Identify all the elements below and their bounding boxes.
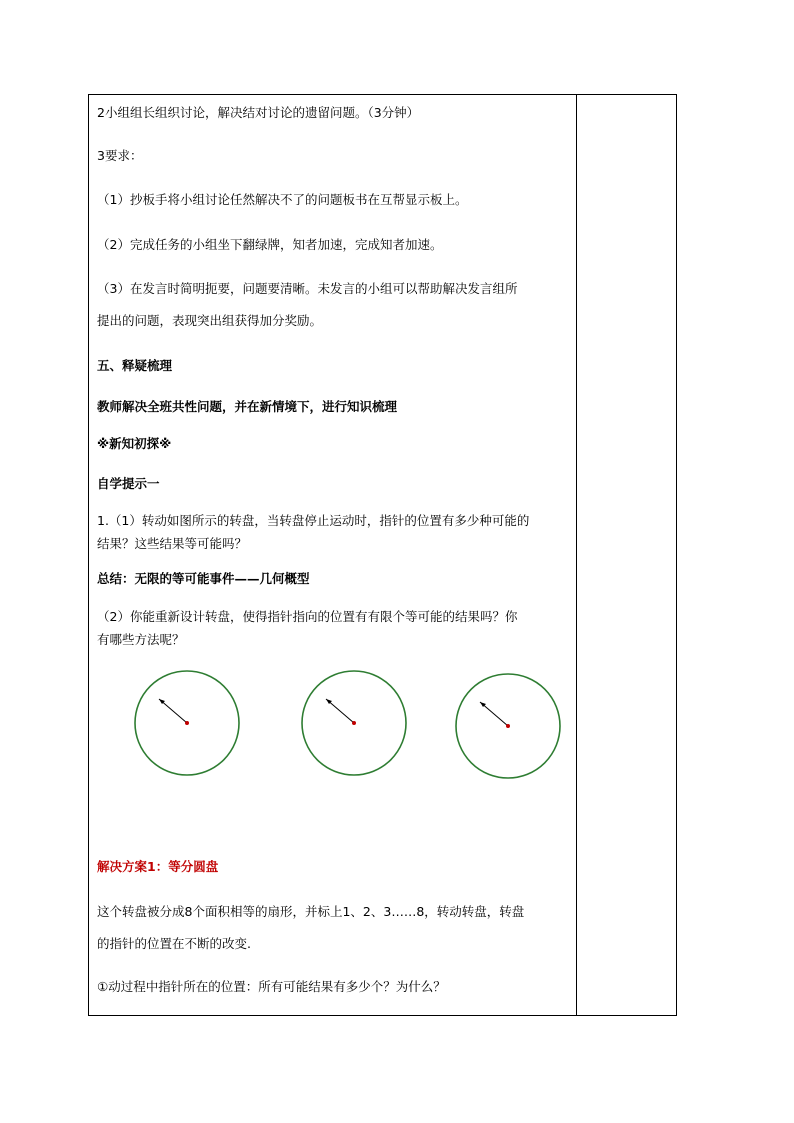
- text-line-1: 2小组组长组织讨论，解决结对讨论的遗留问题。（3分钟）: [97, 105, 420, 120]
- summary-text: 总结：无限的等可能事件——几何概型: [97, 571, 310, 586]
- spinner-3: [456, 674, 560, 778]
- center-dot: [506, 724, 510, 728]
- text-line-4: （2）完成任务的小组坐下翻绿牌，知者加速，完成知者加速。: [97, 237, 443, 252]
- text-line-5a: （3）在发言时简明扼要，问题要清晰。未发言的小组可以帮助解决发言组所: [97, 281, 518, 296]
- section-subheading: 教师解决全班共性问题，并在新情境下，进行知识梳理: [97, 399, 398, 414]
- solution-text-a: 这个转盘被分成8个面积相等的扇形，并标上1、2、3……8，转动转盘，转盘: [97, 904, 525, 919]
- spinner-figures: [89, 663, 576, 783]
- new-knowledge-heading: ※新知初探※: [97, 436, 172, 451]
- question-2a: （2）你能重新设计转盘，使得指针指向的位置有有限个等可能的结果吗？你: [97, 609, 518, 624]
- spinner-2: [302, 671, 406, 775]
- center-dot: [185, 721, 189, 725]
- text-line-3: （1）抄板手将小组讨论任然解决不了的问题板书在互帮显示板上。: [97, 192, 468, 207]
- lesson-table: [88, 94, 677, 1016]
- solution-question: ①动过程中指针所在的位置：所有可能结果有多少个？为什么？: [97, 979, 446, 994]
- question-1a: 1.（1）转动如图所示的转盘，当转盘停止运动时，指针的位置有多少种可能的: [97, 513, 530, 528]
- solution-text-b: 的指针的位置在不断的改变.: [97, 936, 251, 951]
- text-line-5b: 提出的问题，表现突出组获得加分奖励。: [97, 313, 323, 328]
- text-line-2: 3要求：: [97, 148, 143, 163]
- question-1b: 结果？这些结果等可能吗？: [97, 536, 248, 551]
- solution-heading: 解决方案1：等分圆盘: [97, 859, 219, 874]
- column-divider: [576, 95, 577, 1015]
- center-dot: [352, 721, 356, 725]
- question-2b: 有哪些方法呢？: [97, 632, 185, 647]
- self-study-tip-heading: 自学提示一: [97, 476, 160, 491]
- section-heading-5: 五、释疑梳理: [97, 358, 173, 373]
- spinner-1: [135, 671, 239, 775]
